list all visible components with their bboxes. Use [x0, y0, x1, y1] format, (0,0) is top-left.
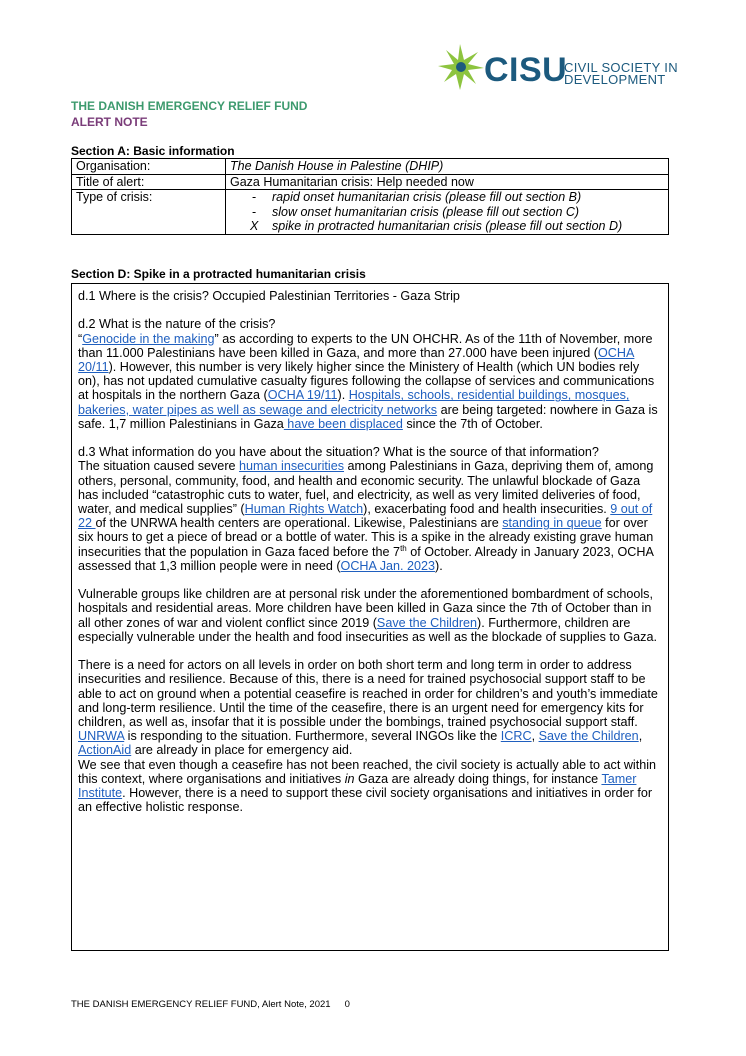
vulnerable-groups-paragraph: Vulnerable groups like children are at personal risk under the aforementioned bombardment of schools, hospitals and residential areas. More children have been killed in Gaza since the 7th of October than in all other zones of war and violent conflict since 2019 (Save the Children). Furthermore, children are especially vulnerable under the health and food insecurities as well as the blockade of supplies to Gaza. [78, 587, 657, 644]
d2-paragraph: d.2 What is the nature of the crisis? “Genocide in the making” as according to experts to the UN OHCHR. As of the 11th of November, more than 11.000 Palestinians have been killed in Gaza, and more than 27.000 have been injured (OCHA 20/11). However, this number is very likely higher since the Ministery of Health (which UN bodies rely on), has not updated cumulative casualty figures following the collapse of services and communications at hospitals in the northern Gaza (OCHA 19/11). Hospitals, schools, residential buildings, mosques, bakeries, water pipes as well as sewage and electricity networks are being targeted: nowhere in Gaza is safe. 1,7 million Palestinians in Gaza have been displaced since the 7th of October. [78, 317, 658, 431]
d3-paragraph: d.3 What information do you have about the situation? What is the source of that information? The situation caused severe human insecurities among Palestinians in Gaza, depriving them of, among others, personal, community, food, and health and economic security. The unlawful blockade of Gaza has included “catastrophic cuts to water, fuel, and electricity, as well as very limited deliveries of food, water, and medical supplies” (Human Rights Watch), exacerbating food and health insecurities. 9 out of 22 of the UNRWA health centers are operational. Likewise, Palestinians are standing in queue for over six hours to get a piece of bread or a bottle of water. This is a spike in the already existing grave human insecurities that the population in Gaza faced before the 7th of October. Already in January 2023, OCHA assessed that 1,3 million people were in need (OCHA Jan. 2023). [78, 445, 654, 573]
selected-marker: X [250, 219, 259, 233]
link-displaced[interactable]: have been displaced [283, 416, 403, 431]
table-row [72, 174, 669, 190]
list-item-selected: X spike in protracted humanitarian crisis (please fill out section D) [250, 219, 623, 233]
row-label: Title of alert: [72, 174, 226, 190]
link-9-out-of-22[interactable]: 9 out of 22 [78, 502, 653, 531]
logo-wordmark: CISU [484, 51, 568, 89]
fund-title: THE DANISH EMERGENCY RELIEF FUND [71, 99, 308, 113]
link-tamer-institute[interactable]: Tamer Institute [78, 771, 637, 801]
link-icrc[interactable]: ICRC [500, 729, 532, 744]
footer-text: THE DANISH EMERGENCY RELIEF FUND, Alert Note, 2021 [71, 999, 331, 1010]
civil-society-paragraph: We see that even though a ceasefire has not been reached, the civil society is actually able to act within this context, where organisations and initiatives in Gaza are already doing things, for instance Tamer Institute. However, there is a need to support these civil society organisations and initiatives in order for an effective holistic response. [78, 757, 657, 815]
table-row [72, 190, 669, 235]
alert-note-title: ALERT NOTE [71, 115, 148, 129]
link-ocha-jan-2023[interactable]: OCHA Jan. 2023 [340, 558, 436, 573]
basic-info-table [71, 158, 669, 235]
table-row [72, 159, 669, 175]
d1-paragraph: d.1 Where is the crisis? Occupied Palestinian Territories - Gaza Strip [78, 289, 460, 303]
section-a-heading: Section A: Basic information [71, 144, 235, 158]
list-marker: - [252, 204, 257, 219]
list-marker: - [252, 190, 257, 204]
link-human-rights-watch[interactable]: Human Rights Watch [244, 502, 364, 517]
row-label: Type of crisis: [72, 190, 226, 235]
section-d-heading: Section D: Spike in a protracted humanitarian crisis [71, 267, 366, 281]
link-human-insecurities[interactable]: human insecurities [239, 459, 345, 474]
page-number: 0 [344, 999, 350, 1010]
link-ocha-20-11[interactable]: OCHA 20/11 [78, 345, 635, 374]
star-leaf-icon [438, 42, 486, 92]
crisis-type-list [230, 190, 664, 234]
link-genocide-in-the-making[interactable]: Genocide in the making [82, 331, 215, 346]
crisis-type-cell [226, 190, 669, 235]
cisu-logo [438, 42, 678, 94]
logo-subtitle: CIVIL SOCIETY IN DEVELOPMENT [564, 60, 678, 87]
d3-question: d.3 What information do you have about the situation? What is the source of that information? [78, 445, 599, 460]
link-standing-in-queue[interactable]: standing in queue [502, 516, 602, 531]
row-label: Organisation: [72, 159, 226, 175]
needs-paragraph: There is a need for actors on all levels in order on both short term and long term in order to address insecurities and resilience. Because of this, there is a need for trained psychosocial support staff to be able to act on ground when a potential ceasefire is reached in order for children’s and youth’s immediate and long-term resilience. Until the time of the ceasefire, there is an urgent need for emergency kits for children, as well as, insofar that it is possible under the bombings, trained psychosocial support staff. UNRWA is responding to the situation. Furthermore, several INGOs like the ICRC, Save the Children, ActionAid are already in place for emergency aid. [78, 658, 658, 758]
link-save-the-children[interactable]: Save the Children [376, 615, 478, 630]
link-save-the-children-2[interactable]: Save the Children [538, 729, 639, 744]
link-unrwa[interactable]: UNRWA [78, 729, 125, 744]
list-item: - slow onset humanitarian crisis (please fill out section C) [252, 204, 580, 219]
section-d-box [71, 283, 669, 951]
alert-title-value: Gaza Humanitarian crisis: Help needed now [226, 174, 669, 190]
d2-question: d.2 What is the nature of the crisis? [78, 317, 276, 332]
link-actionaid[interactable]: ActionAid [78, 743, 132, 758]
organisation-value: The Danish House in Palestine (DHIP) [226, 159, 669, 175]
list-item: - rapid onset humanitarian crisis (please fill out section B) [252, 190, 582, 204]
link-targets[interactable]: Hospitals, schools, residential buildings, mosques, bakeries, water pipes as well as sewage and electricity networks [78, 388, 630, 417]
link-ocha-19-11[interactable]: OCHA 19/11 [267, 388, 338, 403]
page-footer [71, 999, 350, 1010]
